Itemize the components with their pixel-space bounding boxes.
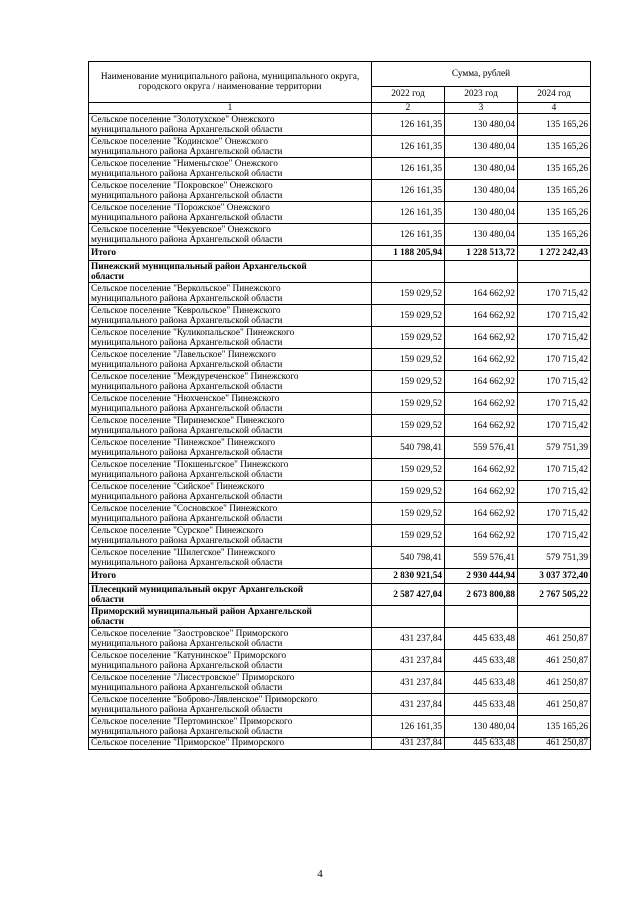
territory-name-line: Сельское поселение "Лавельское" Пинежского	[91, 349, 276, 360]
amount-2024: 579 751,39	[518, 547, 591, 569]
territory-name-line: Пинежский муниципальный район Архангельской	[91, 261, 307, 272]
amount-2024: 170 715,42	[518, 327, 591, 349]
territory-name-line: муниципального района Архангельской области	[91, 168, 283, 179]
amount-2024	[518, 261, 591, 283]
amount-2022: 126 161,35	[372, 136, 445, 158]
territory-name-line: Сельское поселение "Покшеньгское" Пинежского	[91, 459, 289, 470]
name-column-header: Наименование муниципального района, муниципального округа, городского округа / наименование территории	[89, 62, 372, 103]
territory-name	[89, 584, 372, 606]
table-row	[89, 738, 591, 749]
amount-2023: 130 480,04	[445, 158, 518, 180]
territory-name-line: Сельское поселение "Приморское" Приморского	[91, 738, 285, 749]
amount-2023: 445 633,48	[445, 694, 518, 716]
amount-2024: 2 767 505,22	[518, 584, 591, 606]
territory-name-line: Приморский муниципальный район Архангельской	[91, 606, 312, 617]
amount-2022: 159 029,52	[372, 349, 445, 371]
amount-2022: 159 029,52	[372, 415, 445, 437]
amount-2024: 170 715,42	[518, 415, 591, 437]
amount-2023: 164 662,92	[445, 415, 518, 437]
territory-name-line: Сельское поселение "Междуреченское" Пинежского	[91, 371, 299, 382]
territory-name	[89, 459, 372, 481]
territory-name-line: Сельское поселение "Боброво-Лявленское" Приморского	[91, 694, 318, 705]
amount-2024: 135 165,26	[518, 202, 591, 224]
territory-name	[89, 716, 372, 738]
amount-2024: 170 715,42	[518, 503, 591, 525]
territory-name-line: Сельское поселение "Куликопальское" Пинежского	[91, 327, 295, 338]
territory-name	[89, 114, 372, 136]
amount-2022: 2 830 921,54	[372, 569, 445, 584]
column-number: 1	[89, 103, 372, 114]
territory-name-line: муниципального района Архангельской области	[91, 557, 283, 568]
territory-name	[89, 503, 372, 525]
amount-2022: 431 237,84	[372, 738, 445, 749]
amount-2023	[445, 261, 518, 283]
amount-2022	[372, 606, 445, 628]
section-row	[89, 584, 591, 606]
total-row	[89, 569, 591, 584]
table-row	[89, 305, 591, 327]
amount-2022: 431 237,84	[372, 628, 445, 650]
amount-2023: 445 633,48	[445, 628, 518, 650]
amount-2022: 540 798,41	[372, 437, 445, 459]
amount-2024: 170 715,42	[518, 459, 591, 481]
amount-2022: 159 029,52	[372, 327, 445, 349]
amount-2023: 445 633,48	[445, 672, 518, 694]
amount-2024: 3 037 372,40	[518, 569, 591, 584]
column-number: 2	[372, 103, 445, 114]
amount-2023: 164 662,92	[445, 327, 518, 349]
amount-2023: 559 576,41	[445, 547, 518, 569]
territory-name	[89, 246, 372, 261]
amount-2023: 164 662,92	[445, 459, 518, 481]
territory-name	[89, 349, 372, 371]
territory-name-line: Плесецкий муниципальный округ Архангельской	[91, 584, 304, 595]
table-row	[89, 628, 591, 650]
territory-name-line: муниципального района Архангельской области	[91, 337, 283, 348]
table-row	[89, 114, 591, 136]
amount-2024: 170 715,42	[518, 393, 591, 415]
territory-name-line: Сельское поселение "Покровское" Онежского	[91, 180, 273, 191]
territory-name-line: муниципального района Архангельской области	[91, 704, 283, 715]
territory-name	[89, 672, 372, 694]
amount-2023: 130 480,04	[445, 202, 518, 224]
amount-2022	[372, 261, 445, 283]
table-row	[89, 694, 591, 716]
table-row	[89, 283, 591, 305]
territory-name-line: Сельское поселение "Порожское" Онежского	[91, 202, 270, 213]
amount-2022: 126 161,35	[372, 716, 445, 738]
year-header: 2024 год	[518, 87, 591, 103]
territory-name-line: муниципального района Архангельской области	[91, 293, 283, 304]
amount-2022: 159 029,52	[372, 305, 445, 327]
amount-2024: 135 165,26	[518, 180, 591, 202]
territory-name	[89, 628, 372, 650]
table-row	[89, 437, 591, 459]
table-row	[89, 202, 591, 224]
table-row	[89, 393, 591, 415]
amount-2022: 126 161,35	[372, 224, 445, 246]
amount-2023: 130 480,04	[445, 114, 518, 136]
territory-name-line: муниципального района Архангельской области	[91, 726, 283, 737]
table-row	[89, 459, 591, 481]
amount-2023: 164 662,92	[445, 393, 518, 415]
amount-2024: 461 250,87	[518, 650, 591, 672]
territory-name	[89, 694, 372, 716]
amount-2022: 431 237,84	[372, 650, 445, 672]
territory-name-line: Сельское поселение "Кеврольское" Пинежского	[91, 305, 281, 316]
territory-name-line: Сельское поселение "Шилегское" Пинежского	[91, 547, 276, 558]
table-row	[89, 547, 591, 569]
table-row	[89, 525, 591, 547]
territory-name-line: муниципального района Архангельской области	[91, 447, 283, 458]
amount-2024: 135 165,26	[518, 158, 591, 180]
territory-name	[89, 224, 372, 246]
territory-name	[89, 569, 372, 584]
territory-name	[89, 437, 372, 459]
territory-name	[89, 547, 372, 569]
territory-name-line: муниципального района Архангельской области	[91, 381, 283, 392]
territory-name-line: муниципального района Архангельской области	[91, 124, 283, 135]
territory-name-line: Сельское поселение "Веркольское" Пинежского	[91, 283, 281, 294]
column-number-row	[89, 103, 591, 114]
amount-2022: 126 161,35	[372, 158, 445, 180]
territory-name-line: муниципального района Архангельской области	[91, 425, 283, 436]
sum-column-header: Сумма, рублей	[372, 62, 591, 87]
table-row	[89, 415, 591, 437]
territory-name-line: Сельское поселение "Пертоминское" Приморского	[91, 716, 293, 727]
territory-name	[89, 202, 372, 224]
table-row	[89, 327, 591, 349]
amount-2024: 135 165,26	[518, 716, 591, 738]
amount-2022: 159 029,52	[372, 481, 445, 503]
column-number: 3	[445, 103, 518, 114]
territory-name-line: Итого	[91, 248, 116, 259]
amount-2022: 431 237,84	[372, 672, 445, 694]
amount-2023: 445 633,48	[445, 738, 518, 749]
section-row	[89, 606, 591, 628]
amount-2024: 170 715,42	[518, 305, 591, 327]
territory-name-line: муниципального района Архангельской области	[91, 535, 283, 546]
territory-name	[89, 525, 372, 547]
amount-2023: 164 662,92	[445, 371, 518, 393]
table-row	[89, 650, 591, 672]
budget-table	[88, 61, 591, 750]
column-number: 4	[518, 103, 591, 114]
territory-name-line: муниципального района Архангельской области	[91, 359, 283, 370]
amount-2024: 461 250,87	[518, 672, 591, 694]
table-row	[89, 224, 591, 246]
territory-name-line: Сельское поселение "Пиринемское" Пинежского	[91, 415, 285, 426]
territory-name-line: муниципального района Архангельской области	[91, 212, 283, 223]
amount-2022: 159 029,52	[372, 283, 445, 305]
territory-name-line: Сельское поселение "Заостровское" Приморского	[91, 628, 289, 639]
amount-2023: 164 662,92	[445, 525, 518, 547]
territory-name-line: области	[91, 594, 124, 605]
amount-2022: 126 161,35	[372, 180, 445, 202]
amount-2022: 159 029,52	[372, 459, 445, 481]
amount-2024: 135 165,26	[518, 114, 591, 136]
territory-name	[89, 305, 372, 327]
amount-2023: 164 662,92	[445, 481, 518, 503]
territory-name-line: муниципального района Архангельской области	[91, 660, 283, 671]
territory-name	[89, 327, 372, 349]
amount-2022: 159 029,52	[372, 371, 445, 393]
amount-2022: 431 237,84	[372, 694, 445, 716]
amount-2022: 126 161,35	[372, 202, 445, 224]
amount-2024	[518, 606, 591, 628]
amount-2022: 159 029,52	[372, 525, 445, 547]
amount-2023: 559 576,41	[445, 437, 518, 459]
territory-name	[89, 415, 372, 437]
territory-name-line: Сельское поселение "Сурское" Пинежского	[91, 525, 264, 536]
territory-name-line: муниципального района Архангельской области	[91, 234, 283, 245]
table-row	[89, 481, 591, 503]
table-row	[89, 158, 591, 180]
amount-2022: 126 161,35	[372, 114, 445, 136]
amount-2024: 461 250,87	[518, 694, 591, 716]
territory-name-line: Сельское поселение "Золотухское" Онежского	[91, 114, 275, 125]
amount-2024: 461 250,87	[518, 738, 591, 749]
amount-2022: 1 188 205,94	[372, 246, 445, 261]
territory-name	[89, 371, 372, 393]
amount-2023: 445 633,48	[445, 650, 518, 672]
territory-name-line: муниципального района Архангельской области	[91, 403, 283, 414]
table-row	[89, 672, 591, 694]
territory-name-line: области	[91, 616, 124, 627]
amount-2023: 164 662,92	[445, 349, 518, 371]
amount-2023: 2 930 444,94	[445, 569, 518, 584]
total-row	[89, 246, 591, 261]
amount-2023: 130 480,04	[445, 716, 518, 738]
territory-name-line: муниципального района Архангельской области	[91, 491, 283, 502]
territory-name-line: Сельское поселение "Нюхченское" Пинежского	[91, 393, 280, 404]
territory-name-line: муниципального района Архангельской области	[91, 190, 283, 201]
territory-name-line: Сельское поселение "Катунинское" Приморского	[91, 650, 287, 661]
table-row	[89, 136, 591, 158]
territory-name-line: муниципального района Архангельской области	[91, 513, 283, 524]
amount-2023: 130 480,04	[445, 136, 518, 158]
territory-name	[89, 650, 372, 672]
territory-name-line: Сельское поселение "Лисестровское" Приморского	[91, 672, 295, 683]
territory-name	[89, 606, 372, 628]
year-header: 2022 год	[372, 87, 445, 103]
amount-2022: 159 029,52	[372, 503, 445, 525]
amount-2023: 164 662,92	[445, 305, 518, 327]
territory-name-line: Сельское поселение "Сийское" Пинежского	[91, 481, 265, 492]
table-row	[89, 180, 591, 202]
territory-name-line: области	[91, 271, 124, 282]
territory-name-line: Сельское поселение "Нименьгское" Онежского	[91, 158, 278, 169]
territory-name	[89, 393, 372, 415]
amount-2023: 1 228 513,72	[445, 246, 518, 261]
amount-2023: 130 480,04	[445, 180, 518, 202]
amount-2024: 170 715,42	[518, 349, 591, 371]
territory-name-line: муниципального района Архангельской области	[91, 146, 283, 157]
amount-2023: 130 480,04	[445, 224, 518, 246]
territory-name	[89, 180, 372, 202]
territory-name	[89, 283, 372, 305]
amount-2023: 164 662,92	[445, 283, 518, 305]
territory-name	[89, 481, 372, 503]
section-row	[89, 261, 591, 283]
territory-name	[89, 738, 372, 749]
amount-2023: 164 662,92	[445, 503, 518, 525]
territory-name-line: муниципального района Архангельской области	[91, 638, 283, 649]
amount-2022: 2 587 427,04	[372, 584, 445, 606]
page-number: 4	[317, 868, 323, 880]
territory-name-line: Сельское поселение "Сосновское" Пинежского	[91, 503, 278, 514]
amount-2023	[445, 606, 518, 628]
territory-name-line: Сельское поселение "Чекуевское" Онежского	[91, 224, 271, 235]
amount-2024: 170 715,42	[518, 283, 591, 305]
amount-2022: 159 029,52	[372, 393, 445, 415]
amount-2023: 2 673 800,88	[445, 584, 518, 606]
territory-name	[89, 136, 372, 158]
table-row	[89, 503, 591, 525]
territory-name-line: Сельское поселение "Пинежское" Пинежского	[91, 437, 276, 448]
amount-2022: 540 798,41	[372, 547, 445, 569]
table-row	[89, 349, 591, 371]
amount-2024: 170 715,42	[518, 481, 591, 503]
amount-2024: 135 165,26	[518, 136, 591, 158]
header-row	[89, 62, 591, 87]
territory-name-line: муниципального района Архангельской области	[91, 682, 283, 693]
amount-2024: 1 272 242,43	[518, 246, 591, 261]
territory-name	[89, 158, 372, 180]
territory-name-line: Сельское поселение "Кодинское" Онежского	[91, 136, 268, 147]
territory-name-line: муниципального района Архангельской области	[91, 469, 283, 480]
territory-name-line: муниципального района Архангельской области	[91, 315, 283, 326]
territory-name	[89, 261, 372, 283]
amount-2024: 579 751,39	[518, 437, 591, 459]
year-header: 2023 год	[445, 87, 518, 103]
amount-2024: 135 165,26	[518, 224, 591, 246]
territory-name-line: Итого	[91, 571, 116, 582]
amount-2024: 170 715,42	[518, 525, 591, 547]
amount-2024: 170 715,42	[518, 371, 591, 393]
amount-2024: 461 250,87	[518, 628, 591, 650]
table-row	[89, 371, 591, 393]
table-row	[89, 716, 591, 738]
